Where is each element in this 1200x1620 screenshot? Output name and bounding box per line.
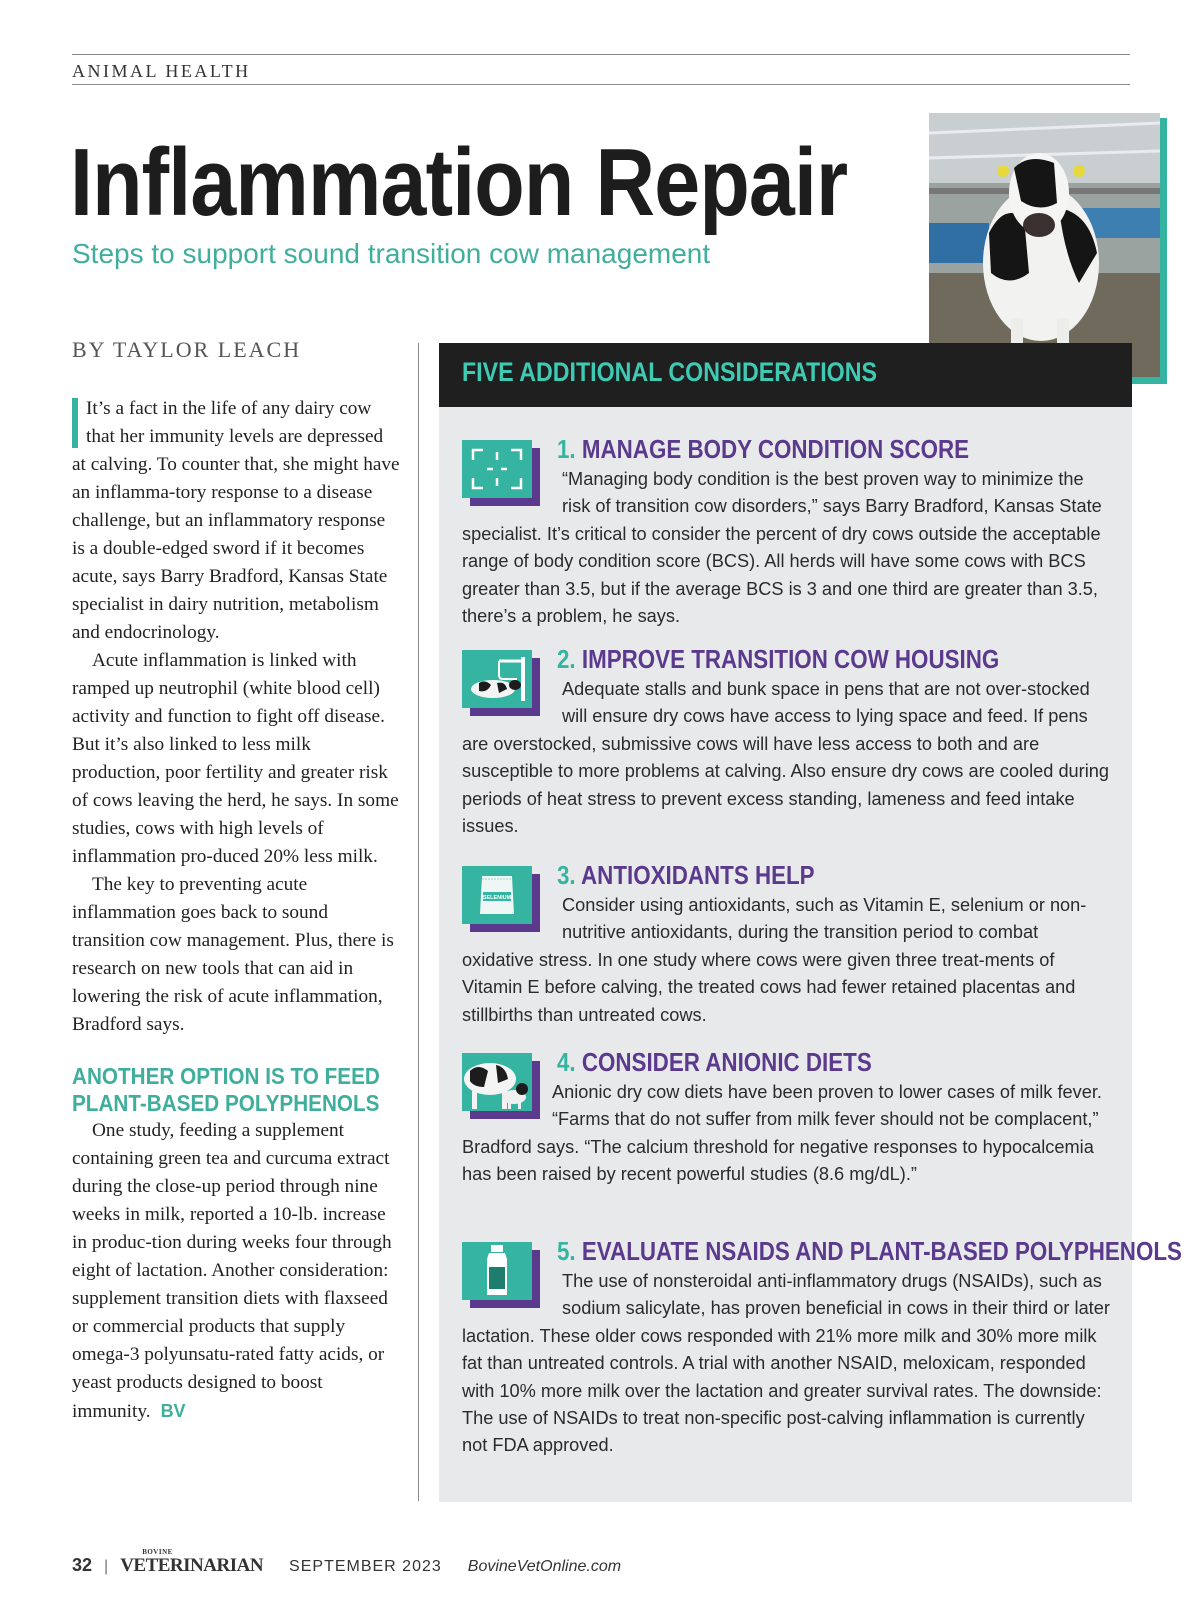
article-paragraph: It’s a fact in the life of any dairy cow that her immunity levels are depressed at calving. To counter that, she might have an inflamma-tory response to a disease challenge, but an inflammatory response is a double-edged sword if it becomes acute, says Barry Bradford, Kansas State specialist in dairy nutrition, metabolism and endocrinology. (72, 398, 400, 643)
selenium-label: SELENIUM (482, 895, 512, 901)
cow-photo-illustration (929, 113, 1160, 377)
issue-date: SEPTEMBER 2023 (289, 1558, 442, 1575)
consideration-body: Anionic dry cow diets have been proven to lower cases of milk fever. “Farms that do not suffer from milk fever should not be complacent,” Bradford says. “The calcium threshold for negative responses to hypocalcemia has been raised by recent powerful studies (8.6 mg/dL).” (462, 1082, 1102, 1185)
consideration-body: Adequate stalls and bunk space in pens that are not over-stocked will ensure dry cows have access to lying space and feed. If pens are overstocked, submissive cows will have less access to both and are susceptible to more problems at calving. Also ensure dry cows are cooled during periods of heat stress to prevent excess standing, lameness and feed intake issues. (462, 679, 1109, 837)
consideration-body: The use of nonsteroidal anti-inflammatory drugs (NSAIDs), such as sodium salicylate, has proven beneficial in cows in their third or later lactation. These older cows responded with 21% more milk and 30% more milk fat than untreated controls. A trial with another NSAID, meloxicam, responded with 10% more milk over the lactation and greater survival rates. The downside: The use of NSAIDs to treat non-specific post-calving inflammation is currently not FDA approved. (462, 1271, 1110, 1456)
consideration-title: 5. EVALUATE NSAIDS AND PLANT-BASED POLYPHENOLS (557, 1236, 1182, 1266)
article-paragraph: One study, feeding a supplement containing green tea and curcuma extract during the close-up period through nine weeks in milk, reported a 10-lb. increase in produc-tion during weeks four through eight of lactation. Another consideration: supplement transition diets with flaxseed or commercial products that supply omega-3 polyunsatu-rated fatty acids, or yeast products designed to boost immunity. BV (72, 1120, 392, 1422)
consideration-body: Consider using antioxidants, such as Vitamin E, selenium or non-nutritive antioxidants, during the transition period to combat oxidative stress. In one study where cows were given three treat-ments of Vitamin E before calving, the treated cows had fewer retained placentas and stillbirths than untreated cows. (462, 895, 1087, 1025)
page-footer (72, 1548, 622, 1577)
footer-separator: | (104, 1558, 109, 1575)
dropcap-bar (72, 398, 78, 448)
article-body (72, 395, 400, 1426)
cow-photo (929, 113, 1160, 377)
consideration-title: 3. ANTIOXIDANTS HELP (557, 860, 815, 890)
end-mark: BV (160, 1401, 186, 1421)
sidebar-title: FIVE ADDITIONAL CONSIDERATIONS (462, 357, 877, 387)
article-paragraph: The key to preventing acute inflammation goes back to sound transition cow management. Plus, there is research on new tools that can aid in lowering the risk of acute inflammation, Bradford says. (72, 874, 394, 1035)
consideration-title: 2. IMPROVE TRANSITION COW HOUSING (557, 644, 1000, 674)
top-rule (72, 54, 1130, 55)
article-paragraph: Acute inflammation is linked with ramped up neutrophil (white blood cell) activity and function to fight off disease. But it’s also linked to less milk production, poor fertility and greater risk of cows leaving the herd, he says. In some studies, cows with high levels of inflammation pro-duced 20% less milk. (72, 650, 399, 867)
subhead: Steps to support sound transition cow management (72, 238, 711, 269)
headline: Inflammation Repair (70, 129, 848, 236)
consideration-title: 4. CONSIDER ANIONIC DIETS (557, 1047, 872, 1077)
website-url[interactable]: BovineVetOnline.com (467, 1558, 622, 1575)
consideration-body: “Managing body condition is the best proven way to minimize the risk of transition cow disorders,” says Barry Bradford, Kansas State specialist. It’s critical to consider the percent of dry cows outside the acceptable range of body condition score (BCS). All herds will have some cows with BCS greater than 3.5, but if the average BCS is 3 and one third are greater than 3.5, there’s a problem, he says. (462, 469, 1102, 627)
section-rule (72, 84, 1130, 85)
magazine-logo: BOVINE VETERINARIAN (120, 1548, 264, 1576)
column-divider (418, 343, 419, 1501)
article-subheading: ANOTHER OPTION IS TO FEED PLANT-BASED POLYPHENOLS (72, 1063, 380, 1116)
section-label: ANIMAL HEALTH (72, 61, 251, 81)
consideration-title: 1. MANAGE BODY CONDITION SCORE (557, 434, 970, 464)
byline: BY TAYLOR LEACH (72, 337, 302, 362)
page-number: 32 (72, 1555, 93, 1575)
